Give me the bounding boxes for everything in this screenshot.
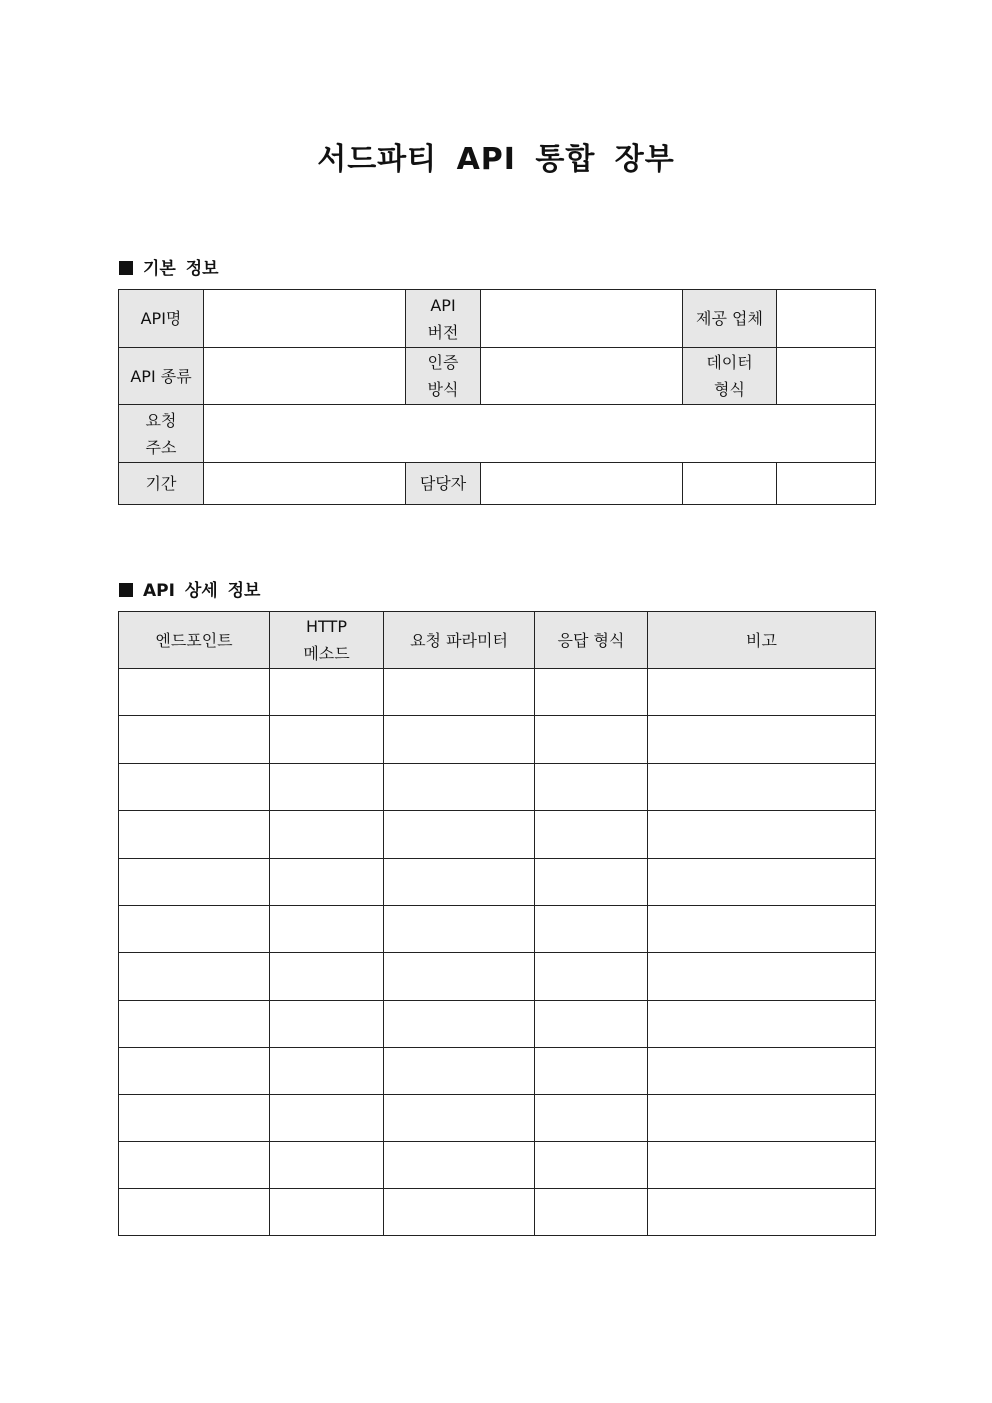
- cell-response-format[interactable]: [535, 811, 648, 858]
- cell-response-format[interactable]: [535, 1000, 648, 1047]
- cell-response-format[interactable]: [535, 669, 648, 716]
- cell-notes[interactable]: [648, 1047, 876, 1094]
- cell-request-params[interactable]: [384, 1142, 535, 1189]
- label-request-url-text: 요청 주소: [145, 410, 177, 457]
- cell-response-format[interactable]: [535, 905, 648, 952]
- field-data-format[interactable]: [777, 348, 876, 405]
- field-api-name[interactable]: [204, 290, 406, 348]
- field-extra-2[interactable]: [777, 463, 876, 505]
- cell-notes[interactable]: [648, 1000, 876, 1047]
- col-request-params: 요청 파라미터: [384, 612, 535, 669]
- table-row: [119, 953, 876, 1000]
- col-endpoint: 엔드포인트: [119, 612, 270, 669]
- cell-notes[interactable]: [648, 716, 876, 763]
- col-notes: 비고: [648, 612, 876, 669]
- label-api-version-text: API 버전: [427, 295, 459, 342]
- table-row: [119, 1000, 876, 1047]
- cell-endpoint[interactable]: [119, 1094, 270, 1141]
- cell-http-method[interactable]: [270, 1047, 384, 1094]
- basic-info-table: [118, 289, 876, 505]
- label-data-format-text: 데이터 형식: [706, 353, 753, 399]
- cell-http-method[interactable]: [270, 669, 384, 716]
- table-row: [119, 763, 876, 810]
- cell-response-format[interactable]: [535, 858, 648, 905]
- cell-request-params[interactable]: [384, 811, 535, 858]
- cell-http-method[interactable]: [270, 858, 384, 905]
- label-api-version: [406, 290, 481, 348]
- cell-notes[interactable]: [648, 669, 876, 716]
- label-auth-method-text: 인증 방식: [427, 353, 459, 399]
- cell-request-params[interactable]: [384, 1189, 535, 1236]
- table-row: [119, 1047, 876, 1094]
- field-api-type[interactable]: [204, 348, 406, 405]
- cell-response-format[interactable]: [535, 1189, 648, 1236]
- cell-endpoint[interactable]: [119, 716, 270, 763]
- cell-response-format[interactable]: [535, 716, 648, 763]
- cell-request-params[interactable]: [384, 1000, 535, 1047]
- cell-endpoint[interactable]: [119, 1047, 270, 1094]
- cell-endpoint[interactable]: [119, 858, 270, 905]
- page-title: 서드파티 API 통합 장부: [317, 142, 675, 177]
- cell-endpoint[interactable]: [119, 1000, 270, 1047]
- cell-http-method[interactable]: [270, 953, 384, 1000]
- field-extra-1[interactable]: [683, 463, 777, 505]
- cell-http-method[interactable]: [270, 1000, 384, 1047]
- label-provider: 제공 업체: [683, 290, 777, 348]
- label-manager: 담당자: [406, 463, 481, 505]
- cell-endpoint[interactable]: [119, 811, 270, 858]
- cell-response-format[interactable]: [535, 763, 648, 810]
- field-api-version[interactable]: [481, 290, 683, 348]
- col-http-method-text: HTTP 메소드: [303, 617, 350, 663]
- cell-request-params[interactable]: [384, 953, 535, 1000]
- table-row: [119, 1189, 876, 1236]
- table-row: [119, 716, 876, 763]
- cell-endpoint[interactable]: [119, 953, 270, 1000]
- section-heading-basic: [119, 254, 219, 279]
- detail-header-row: [119, 612, 876, 669]
- cell-request-params[interactable]: [384, 763, 535, 810]
- api-detail-table: [118, 611, 876, 1236]
- table-row: [119, 1094, 876, 1141]
- cell-request-params[interactable]: [384, 1047, 535, 1094]
- table-row: [119, 669, 876, 716]
- label-auth-method: [406, 348, 481, 405]
- cell-http-method[interactable]: [270, 905, 384, 952]
- cell-http-method[interactable]: [270, 1142, 384, 1189]
- cell-notes[interactable]: [648, 905, 876, 952]
- cell-notes[interactable]: [648, 811, 876, 858]
- square-bullet-icon: [119, 261, 133, 275]
- field-request-url[interactable]: [204, 405, 876, 463]
- cell-endpoint[interactable]: [119, 1142, 270, 1189]
- field-manager[interactable]: [481, 463, 683, 505]
- cell-response-format[interactable]: [535, 1047, 648, 1094]
- table-row: [119, 858, 876, 905]
- cell-endpoint[interactable]: [119, 763, 270, 810]
- cell-response-format[interactable]: [535, 1094, 648, 1141]
- cell-endpoint[interactable]: [119, 669, 270, 716]
- section-heading-detail-label: API 상세 정보: [143, 581, 261, 601]
- cell-endpoint[interactable]: [119, 905, 270, 952]
- col-response-format: 응답 형식: [535, 612, 648, 669]
- label-api-name: API명: [119, 290, 204, 348]
- table-row: [119, 811, 876, 858]
- cell-http-method[interactable]: [270, 1189, 384, 1236]
- cell-request-params[interactable]: [384, 1094, 535, 1141]
- label-period: 기간: [119, 463, 204, 505]
- cell-notes[interactable]: [648, 763, 876, 810]
- cell-request-params[interactable]: [384, 905, 535, 952]
- cell-http-method[interactable]: [270, 716, 384, 763]
- field-period[interactable]: [204, 463, 406, 505]
- cell-notes[interactable]: [648, 858, 876, 905]
- table-row: [119, 1142, 876, 1189]
- label-api-type: API 종류: [119, 348, 204, 405]
- cell-request-params[interactable]: [384, 716, 535, 763]
- cell-response-format[interactable]: [535, 1142, 648, 1189]
- cell-notes[interactable]: [648, 1189, 876, 1236]
- section-heading-basic-label: 기본 정보: [143, 259, 219, 279]
- cell-http-method[interactable]: [270, 811, 384, 858]
- col-http-method: [270, 612, 384, 669]
- cell-notes[interactable]: [648, 953, 876, 1000]
- field-auth-method[interactable]: [481, 348, 683, 405]
- cell-notes[interactable]: [648, 1142, 876, 1189]
- field-provider[interactable]: [777, 290, 876, 348]
- cell-request-params[interactable]: [384, 669, 535, 716]
- section-heading-detail: [119, 576, 260, 601]
- cell-http-method[interactable]: [270, 1094, 384, 1141]
- label-request-url: [119, 405, 204, 463]
- label-data-format: [683, 348, 777, 405]
- cell-response-format[interactable]: [535, 953, 648, 1000]
- detail-table-body: [119, 669, 876, 1236]
- cell-http-method[interactable]: [270, 763, 384, 810]
- cell-request-params[interactable]: [384, 858, 535, 905]
- table-row: [119, 905, 876, 952]
- cell-notes[interactable]: [648, 1094, 876, 1141]
- cell-endpoint[interactable]: [119, 1189, 270, 1236]
- square-bullet-icon: [119, 583, 133, 597]
